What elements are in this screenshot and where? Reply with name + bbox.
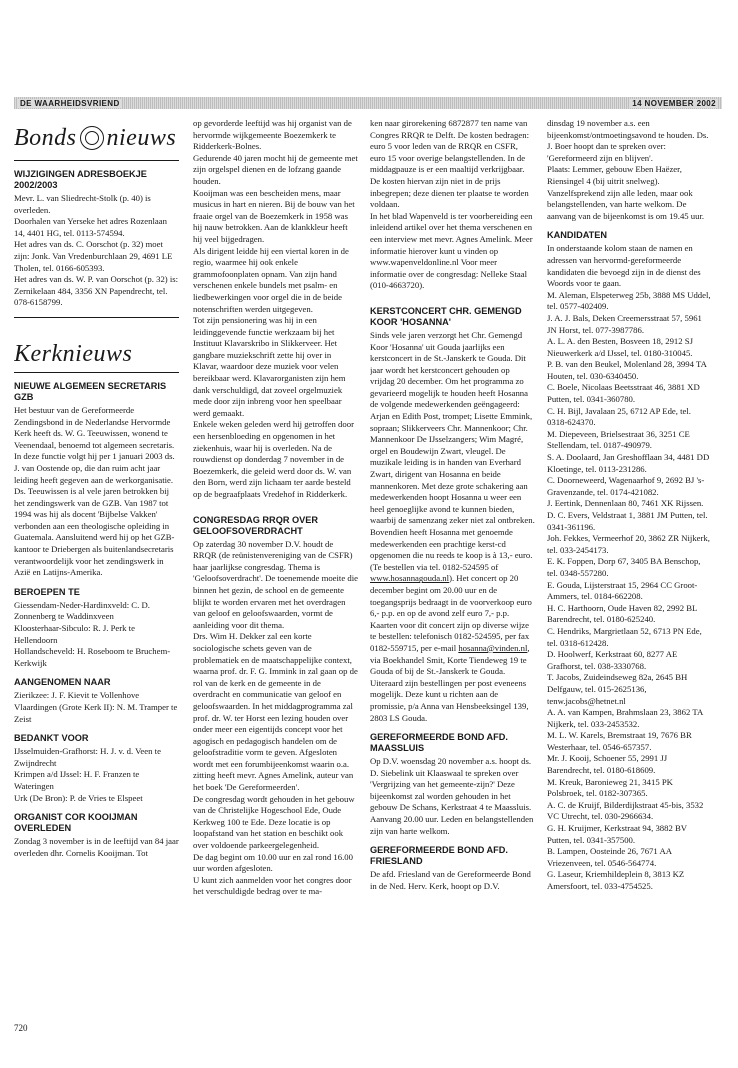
adresboekje-heading: WIJZIGINGEN ADRESBOEKJE 2002/2003 — [14, 169, 147, 190]
beroepen-line: Kloosterhaar-Sibculo: R. J. Perk te Hellendoorn — [14, 623, 135, 645]
friesland-cont: dinsdag 19 november a.s. een bijeenkomst/ontmoetingsavond te houden. Ds. J. Boer hoopt dan te spreken over: 'Gereformeerd zijn en blijven'. — [547, 118, 709, 163]
kerstconcert-text-a: Sinds vele jaren verzorgt het Chr. Gemengd Koor 'Hosanna' uit Gouda jaarlijks een kerstconcert in de St.-Janskerk te Gouda. Dit jaar wordt het kerstconcert gehouden op vrijdag 20 december. Om het programma zo gevarieerd mogelijk te houden heeft Hosanna de volgende medewerkenden geëngageerd: Arjan en Edith Post, trompet; Lisette Emmink, sopraan; Slikkerveers Chr. Mannenkoor; Chr. Mannenkoor De IJsselzangers; Wim Magré, orgel en Boudewijn Zwart, vleugel. De muzikale leiding is in handen van Everhard Zwart, dirigent van Hosanna en beide mannenkoren. Met deze grote schakering aan medewerkenden hoopt Hosanna u weer een heel genoeglijke avond te kunnen bieden, waarbij de samenzang zeker niet zal ontbreken. Bovendien heeft Hosanna met genoemde medewerkenden een prachtige kerst-cd opgenomen die nu reeds te koop is à 13,- euro. (Te bestellen via tel. 0182-524595 of — [370, 329, 535, 572]
maassluis-text: Op D.V. woensdag 20 november a.s. hoopt ds. D. Siebelink uit Klaaswaal te spreken over 'Vergrijzing van het gemeente-zijn?' Deze bijeenkomst zal worden gehouden in het gebouw De Schans, Kerkstraat 4 te Maassluis. Aanvang 20.00 uur. Leden en belangstellenden zijn van harte welkom. — [370, 756, 534, 836]
beroepen-line: Hollandscheveld: H. Roseboom te Bruchem-Kerkwijk — [14, 646, 171, 668]
kandidaat-entry: E. K. Foppen, Dorp 67, 3405 BA Benschop, tel. 0348-557280. — [547, 556, 701, 578]
adresboekje-paragraph: Doorhalen van Yerseke het adres Rozenlaan 14, 4401 HG, tel. 0113-574594. — [14, 216, 167, 238]
kandidaat-entry: A. C. de Kruijf, Bilderdijkstraat 45-bis, 3532 VC Utrecht, tel. 030-2966634. — [547, 799, 704, 822]
friesland-text: De afd. Friesland van de Gereformeerde Bond in de Ned. Herv. Kerk, hoopt op D.V. — [370, 869, 531, 891]
beroepen-heading: BEROEPEN TE — [14, 586, 80, 597]
aangenomen-line: Vlaardingen (Grote Kerk II): N. M. Tramper te Zeist — [14, 702, 178, 724]
issue-date: 14 NOVEMBER 2002 — [632, 98, 716, 108]
kandidaat-entry: B. Lampen, Oosteinde 26, 7671 AA Vriezenveen, tel. 0546-564774. — [547, 846, 672, 868]
kandidaat-entry: M. Diepeveen, Brielsestraat 36, 3251 CE Stellendam, tel. 0187-490979. — [547, 428, 690, 451]
kandidaat-entry: A. L. A. den Besten, Bosveen 18, 2912 SJ Nieuwerkerk a/d IJssel, tel. 0180-310045. — [547, 336, 693, 358]
publication-name: DE WAARHEIDSVRIEND — [20, 98, 120, 108]
congresdag-heading: CONGRESDAG RRQR OVER GELOOFSOVERDRACHT — [193, 514, 319, 536]
kandidaat-entry: G. Laseur, Kriemhildeplein 8, 3813 KZ Amersfoort, tel. 033-4754525. — [547, 869, 685, 891]
kandidaat-entry: E. Gouda, Lijsterstraat 15, 2964 CC Groot-Ammers, tel. 0184-662208. — [547, 579, 698, 602]
congresdag-extra: In het blad Wapenveld is ter voorbereiding een inleidend artikel over het thema verschenen en een interview met mevr. Agnes Amelink. Meer informatie hierover kunt u vinden op www.wapenveldonline.nl Voor meer informatie over de congresdag: Nelleke Staal (010-4663720). — [370, 210, 533, 291]
secretaris-heading: NIEUWE ALGEMEEN SECRETARIS GZB — [14, 380, 167, 402]
kandidaat-entry: S. A. Doolaard, Jan Greshofflaan 34, 4481 DD Kloetinge, tel. 0113-231286. — [547, 452, 710, 474]
kandidaat-entry: D. C. Evers, Veldstraat 1, 3881 JM Putten, tel. 0341-361196. — [547, 510, 708, 532]
kandidaten-heading: KANDIDATEN — [547, 230, 608, 241]
kandidaat-entry: H. C. Harthoorn, Oude Haven 82, 2992 BL Barendrecht, tel. 0180-625240. — [547, 602, 697, 625]
kandidaten-list — [547, 290, 712, 893]
kandidaat-entry: C. Boele, Nicolaas Beetsstraat 46, 3881 XD Putten, tel. 0341-360780. — [547, 382, 700, 405]
kandidaat-entry: P. B. van den Beukel, Molenland 28, 3994 TA Houten, tel. 030-6340450. — [547, 359, 707, 381]
kerknieuws-title: Kerknieuws — [14, 340, 133, 367]
kandidaat-entry: D. Hoolwerf, Kerkstraat 60, 8277 AE Grafhorst, tel. 038-3330768. — [547, 649, 678, 671]
organist-paragraph: Als dirigent leidde hij een viertal koren in de regio, waarmee hij ook enkele grammofoonplaten opnam. Van zijn hand verschenen enkele bundels met psalm- en liedbewerkingen voor orgel die in de beide notenschriften werden uitgegeven. — [193, 245, 349, 314]
masthead-bar — [14, 97, 722, 109]
bondsnieuws-title — [14, 120, 179, 156]
bedankt-line: Krimpen a/d IJssel: H. F. Franzen te Wateringen — [14, 769, 140, 791]
kandidaat-entry: M. Aleman, Elspeterweg 25b, 3888 MS Uddel, tel. 0577-402409. — [547, 289, 711, 312]
maassluis-heading: GEREFORMEERDE BOND AFD. MAASSLUIS — [370, 732, 508, 754]
kandidaat-entry: C. Hendriks, Margrietlaan 52, 6713 PN Ede, tel. 0318-612428. — [547, 625, 702, 648]
organist-paragraph: Tot zijn pensionering was hij in een leidinggevende functie werkzaam bij het Instituut Klavarskribo in Slikkerveer. Het gangbare muziekschrift zette hij over in Klavar, waardoor deze muziek voor velen bereikbaar werd. Klavarorganisten zijn hem dank verschuldigd, dat zoveel orgelmuziek mede door zijn inbreng voor hen speelbaar werd gemaakt. — [193, 315, 346, 418]
organist-text-cont: op gevorderde leeftijd was hij organist van de hervormde wijkgemeente Boezemkerk te Ridderkerk-Bolnes. — [193, 118, 352, 152]
divider — [14, 317, 179, 318]
column-2 — [193, 118, 358, 1008]
kandidaat-entry: G. H. Kruijmer, Kerkstraat 94, 3882 BV Putten, tel. 0341-357500. — [547, 823, 687, 845]
congresdag-paragraph: De congresdag wordt gehouden in het gebouw van de Christelijke Hogeschool Ede, Oude Kerkweg 100 te Ede. Deze locatie is op loopafstand van het station en beschikt ook over voldoende parkeergelegenheid. — [193, 793, 355, 851]
congresdag-paragraph: De dag begint om 10.00 uur en zal rond 16.00 uur worden afgesloten. — [193, 851, 353, 874]
bedankt-heading: BEDANKT VOOR — [14, 733, 89, 744]
kerstconcert-text-b: ). Het concert op 20 december begint om 20.00 uur en de toegangsprijs bedraagt in de voorverkoop euro 6,- p.p. en op de avond zelf euro 7,- p.p. Kaarten voor dit concert zijn op diverse wijze te bestellen: telefonisch 0182-524595, per fax 0182-559715, per e-mail — [370, 573, 532, 653]
congresdag-cont: ken naar girorekening 6872877 ten name van Congres RRQR te Delft. De kosten bedragen: euro 5 voor leden van de RRQR en CSFR, euro 15 voor overige belangstellenden. In de middagpauze is er een maaltijd verkrijgbaar. De kosten hiervan zijn niet in de prijs inbegrepen; deze dienen ter plaatse te worden voldaan. — [370, 118, 529, 210]
kerstconcert-text-c: , via Boekhandel Smit, Korte Tiendeweg 19 te Gouda of bij de St.-Janskerk te Gouda. Uiteraard zijn bestellingen per post eveneens mogelijk. Deze kunt u richten aan de promissie, p/a Anna van Hensbeeksingel 139, 2803 LS Gouda. — [370, 642, 530, 723]
organist-text-start: Zondag 3 november is in de leeftijd van 84 jaar overleden dhr. Cornelis Kooijman. Tot — [14, 836, 179, 858]
kerstconcert-heading: KERSTCONCERT CHR. GEMENGD KOOR 'HOSANNA' — [370, 305, 522, 327]
kandidaten-intro: In onderstaande kolom staan de namen en adressen van hervormd-gereformeerde kandidaten die bevoegd zijn in de dienst des Woords voor te gaan. — [547, 243, 701, 289]
divider — [14, 372, 179, 373]
organist-paragraph: Gedurende 40 jaren mocht hij de gemeente met zijn orgelspel dienen en de lofzang gaande houden. — [193, 152, 358, 186]
aangenomen-line: Zierikzee: J. F. Kievit te Vollenhove — [14, 690, 140, 701]
kandidaat-entry: T. Jacobs, Zuideindseweg 82a, 2645 BH Delfgauw, tel. 015-2625136, tenw.jacobs@hetnet.nl — [547, 672, 688, 706]
adresboekje-paragraph: Mevr. L. van Sliedrecht-Stolk (p. 40) is overleden. — [14, 193, 151, 215]
column-4 — [547, 118, 712, 1008]
bondsnieuws-title-right: nieuws — [106, 125, 177, 151]
page-number: 720 — [14, 1023, 28, 1033]
hosanna-email-link[interactable]: hosanna@vinden.nl — [458, 642, 528, 653]
bondsnieuws-title-left: Bonds — [14, 125, 77, 151]
beroepen-line: Giessendam-Neder-Hardinxveld: C. D. Zonnenberg te Waddinxveen — [14, 599, 150, 622]
column-3 — [370, 118, 535, 1008]
kandidaat-entry: J. Eertink, Dennenlaan 80, 7461 XK Rijssen. — [547, 498, 704, 509]
kandidaat-entry: J. A. J. Bals, Deken Creemersstraat 57, 5961 JN Horst, tel. 077-3987786. — [547, 312, 702, 335]
adresboekje-paragraph: Het adres van ds. W. P. van Oorschot (p. 32) is: Zernikelaan 484, 3356 XN Papendrecht, tel. 078-6158799. — [14, 274, 179, 308]
kandidaat-entry: M. Kreuk, Baronieweg 21, 3415 PK Polsbroek, tel. 0182-307365. — [547, 776, 673, 799]
hosanna-website-link[interactable]: www.hosannagouda.nl — [370, 573, 450, 584]
kandidaat-entry: C. H. Bijl, Javalaan 25, 6712 AP Ede, tel. 0318-624370. — [547, 405, 691, 428]
bedankt-line: Urk (De Bron): P. de Vries te Elspeet — [14, 792, 143, 803]
aangenomen-heading: AANGENOMEN NAAR — [14, 677, 111, 688]
column-1 — [14, 118, 179, 1008]
organist-heading: ORGANIST COR KOOIJMAN OVERLEDEN — [14, 812, 138, 834]
congresdag-paragraph: Op zaterdag 30 november D.V. houdt de RRQR (de reünistenvereniging van de CSFR) haar jaarlijkse congresdag. Thema is 'Geloofsoverdracht'. De toenemende moeite die binnen het gezin, de school en de gemeente blijkt te worden ervaren met het overdragen van geloof en geloofswaarden, vormt de aanleiding voor dit thema. — [193, 538, 358, 630]
kandidaat-entry: Joh. Fekkes, Vermeerhof 20, 3862 ZR Nijkerk, tel. 033-2454173. — [547, 533, 710, 555]
divider — [14, 160, 179, 161]
organist-paragraph: Enkele weken geleden werd hij getroffen door een hersenbloeding en opgenomen in het ziekenhuis, waar hij is overleden. Na de rouwdienst op donderdag 7 november in de Boezemkerk, die geleid werd door ds. W. van den Born, werd zijn lichaam ter aarde besteld op de begraafplaats Vredehof in Ridderkerk. — [193, 419, 354, 499]
bedankt-line: IJsselmuiden-Grafhorst: H. J. v. d. Veen te Zwijndrecht — [14, 746, 161, 768]
friesland-heading: GEREFORMEERDE BOND AFD. FRIESLAND — [370, 845, 508, 867]
kandidaat-entry: C. Doorneweerd, Wagenaarhof 9, 2692 BJ 's-Gravenzande, tel. 0174-421082. — [547, 475, 705, 497]
organist-paragraph: Kooijman was een bescheiden mens, maar musicus in hart en nieren. Bij de bouw van het fraaie orgel van de Boezemkerk in 1958 was hij nauw betrokken. Aan de klankkleur heeft hij veel bijgedragen. — [193, 187, 355, 244]
kandidaat-entry: M. L. W. Karels, Bremstraat 19, 7676 BR Westerhaar, tel. 0546-657357. — [547, 730, 692, 752]
secretaris-text: Het bestuur van de Gereformeerde Zendingsbond in de Nederlandse Hervormde Kerk heeft ds. W. G. Teeuwissen, wonend te Veenendaal, benoemd tot algemeen secretaris. In deze functie volgt hij per 1 januari 2003 ds. J. van Oostende op, die dan ruim acht jaar leiding heeft gegeven aan de werkorganisatie. Ds. Teeuwissen is al vele jaren betrokken bij het zendingswerk van de GZB. Van 1987 tot 1994 was hij als docent 'Bijbelse Vakken' verbonden aan een theologische opleiding in Guatemala. Aansluitend werd hij op het GZB-kantoor te Driebergen als buitenlandsecretaris verantwoordelijk voor het zendingswerk in Azië en Latijns-Amerika. — [14, 404, 175, 578]
friesland-cont: Plaats: Lemmer, gebouw Eben Haëzer, Riensingel 4 (bij uitrit snelweg). Vanzelfsprekend zijn alle leden, maar ook belangstellenden, van harte welkom. De aanvang van de bijeenkomst is om 19.45 uur. — [547, 164, 705, 221]
kandidaat-entry: Mr. J. Kooij, Schoener 55, 2991 JJ Barendrecht, tel. 0180-618609. — [547, 753, 668, 776]
bond-logo-icon — [80, 126, 104, 150]
adresboekje-paragraph: Het adres van ds. C. Oorschot (p. 32) moet zijn: Jonk. Van Vredenburchlaan 29, 4691 LE Tholen, tel. 0166-605393. — [14, 239, 173, 273]
kerstconcert-text — [370, 330, 535, 724]
congresdag-paragraph: Drs. Wim H. Dekker zal een korte sociologische schets geven van de problematiek en de maatschappelijke context, waarna prof. dr. F. G. Immink in zal gaan op de rol van de kerk en de gemeente in de overdracht en communicatie van geloof en geloofswaarden. In het middagprogramma zal prof. dr. W. ter Horst een lezing houden over onder meer een eigentijds concept voor het agogisch en pedagogisch handelen om de geloofstraditie vorm te geven. Afgesloten wordt met een forumbijeenkomst waarin o.a. zitting heeft mevr. Agnes Amelink, auteur van het boek 'De Gereformeerden'. — [193, 631, 358, 793]
congresdag-paragraph: U kunt zich aanmelden voor het congres door het verschuldigde bedrag over te ma- — [193, 874, 352, 897]
kandidaat-entry: A. A. van Kampen, Brahmslaan 23, 3862 TA Nijkerk, tel. 033-2453532. — [547, 707, 703, 729]
